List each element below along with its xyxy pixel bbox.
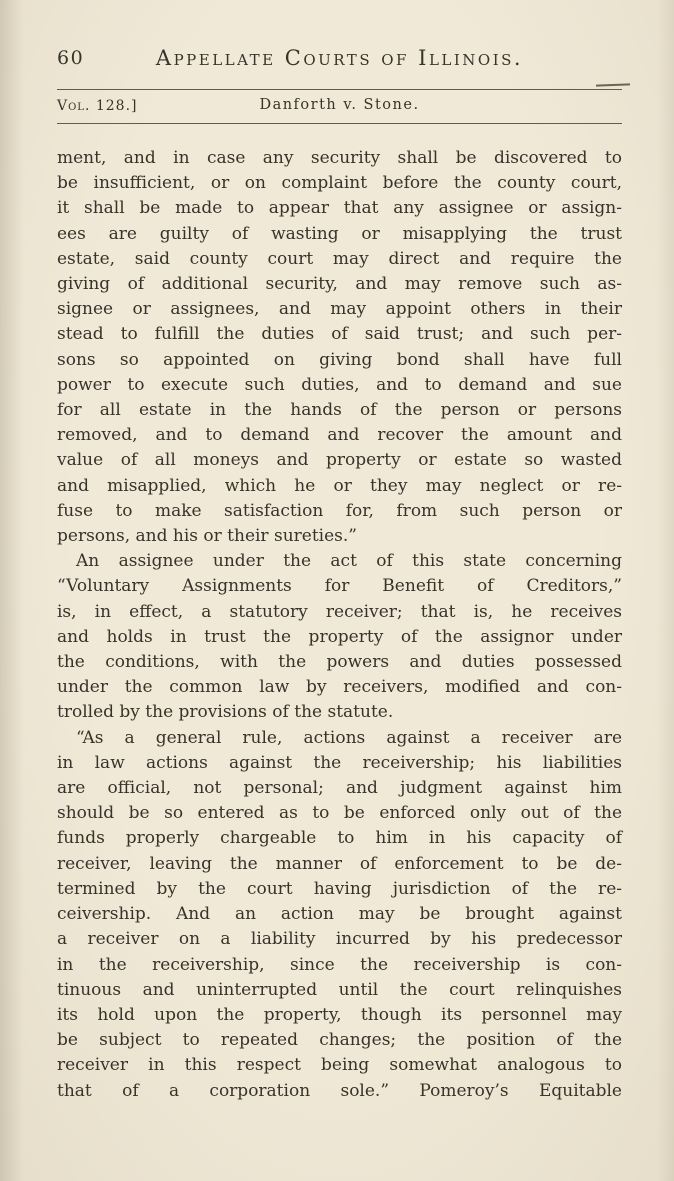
case-header (57, 97, 622, 119)
text-line: value of all moneys and property or estate so wasted (57, 450, 622, 471)
text-line: persons, and his or their sureties.” (57, 526, 357, 547)
text-line: funds properly chargeable to him in his capacity of (57, 828, 622, 849)
text-line: estate, said county court may direct and require the (57, 248, 622, 269)
text-line: for all estate in the hands of the person or persons (57, 400, 622, 421)
text-line: its hold upon the property, though its personnel may (57, 1004, 622, 1025)
text-line: giving of additional security, and may remove such as- (57, 274, 622, 295)
text-line: it shall be made to appear that any assignee or assign- (57, 198, 622, 219)
text-line: under the common law by receivers, modified and con- (57, 677, 622, 698)
case-title: Danforth v. Stone. (259, 97, 420, 113)
text-line: receiver, leaving the manner of enforcement to be de- (57, 853, 622, 874)
header-rule-top (57, 89, 622, 90)
paragraph (57, 726, 622, 1104)
header-rule-bottom (57, 123, 622, 124)
text-line: is, in effect, a statutory receiver; that is, he receives (57, 601, 622, 622)
text-line: in the receivership, since the receivership is con- (57, 954, 622, 975)
text-line: a receiver on a liability incurred by his predecessor (57, 929, 622, 950)
text-line: should be so entered as to be enforced only out of the (57, 803, 622, 824)
text-line: ment, and in case any security shall be discovered to (57, 148, 622, 168)
rule-flourish (596, 83, 630, 86)
text-line: power to execute such duties, and to demand and sue (57, 374, 622, 395)
text-line: termined by the court having jurisdiction of the re- (57, 878, 622, 899)
text-line: signee or assignees, and may appoint others in their (57, 299, 622, 320)
page-number: 60 (57, 47, 85, 69)
text-line: receiver in this respect being somewhat analogous to (57, 1055, 622, 1076)
text-line: removed, and to demand and recover the amount and (57, 425, 622, 446)
paragraph (57, 146, 622, 549)
text-line: tinuous and uninterrupted until the court relinquishes (57, 979, 622, 1000)
running-header: Appellate Courts of Illinois. (155, 46, 524, 70)
volume-label: Vol. 128.] (57, 98, 138, 114)
body-text (57, 146, 622, 1104)
text-line: trolled by the provisions of the statute. (57, 702, 394, 723)
text-line: fuse to make satisfaction for, from such person or (57, 500, 622, 521)
text-line: the conditions, with the powers and duties possessed (57, 652, 622, 673)
paragraph (57, 549, 622, 725)
text-line: An assignee under the act of this state concerning (76, 551, 622, 572)
text-line: ees are guilty of wasting or misapplying the trust (57, 223, 622, 244)
text-line: and misapplied, which he or they may neglect or re- (57, 475, 622, 496)
text-line: and holds in trust the property of the assignor under (57, 626, 622, 647)
text-line: “As a general rule, actions against a receiver are (76, 727, 622, 748)
text-line: that of a corporation sole.” Pomeroy’s Equitable (57, 1080, 622, 1101)
text-line: stead to fulfill the duties of said trust; and such per- (57, 324, 622, 345)
text-line: ceivership. And an action may be brought against (57, 904, 622, 925)
text-line: sons so appointed on giving bond shall have full (57, 349, 622, 370)
text-line: be subject to repeated changes; the position of the (57, 1030, 622, 1051)
text-line: “Voluntary Assignments for Benefit of Creditors,” (57, 576, 622, 597)
text-line: are official, not personal; and judgment against him (57, 778, 622, 799)
text-line: be insufficient, or on complaint before the county court, (57, 173, 622, 194)
text-line: in law actions against the receivership; his liabilities (57, 752, 622, 773)
